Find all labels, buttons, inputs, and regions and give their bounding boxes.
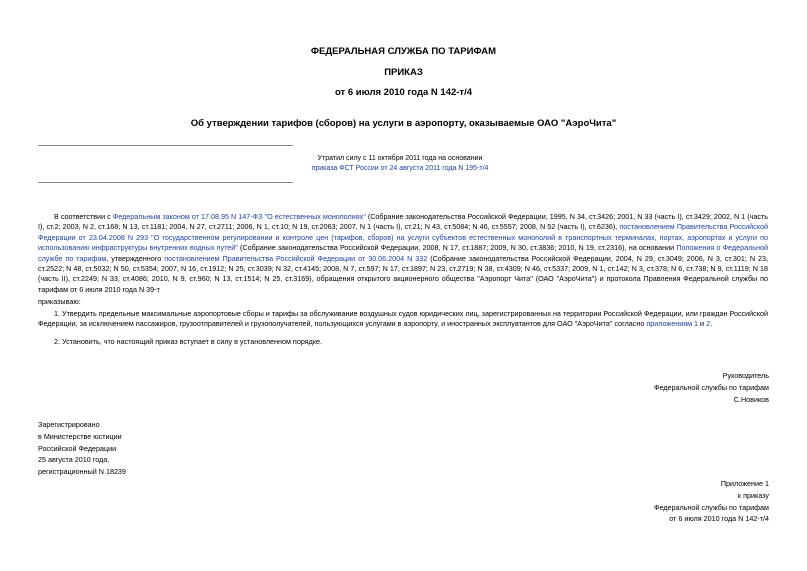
signature-position: Руководитель	[722, 371, 769, 380]
document-date-number: от 6 июля 2010 года N 142-т/4	[334, 87, 473, 98]
signature-name: С.Новиков	[733, 394, 769, 404]
preamble-text-e: (Собрание законодательства Российской Федерации, 2004, N 29, ст.3049; 2006, N 3, ст.301; N 23, ст.2522; N 48, ст.5032; N 50, ст.5354; 2007, N 16, ст.1912; N 25, ст.3039; N 32, ст.4145; 2008, N 7, ст.597; N 17, ст.1897; N 23, ст.2719; N 38, ст.4309; N 46, ст.5337; 2009, N 1, ст.142; N 3, ст.378; N 6, ст.738; N 9, ст.1119; N 18 (часть II), ст.2249; N 33, ст.4086; 2010, N 9, ст.960; N 13, ст.1514; N 25, ст.3169), обращения открытого акционерного общества "Аэропорт Чита" (ОАО "АэроЧита") и протокола Правления Федеральной службы по тарифам от 6 июля 2010 года N 39-т	[38, 253, 769, 294]
divider-bottom	[38, 182, 293, 183]
appendix-line-3: Федеральной службы по тарифам	[654, 502, 769, 512]
appendix-line-4: от 6 июля 2010 года N 142-т/4	[669, 514, 769, 524]
order-item-2: 2. Установить, что настоящий приказ вступает в силу в установленном порядке.	[54, 337, 323, 346]
link-federal-law[interactable]: Федеральным законом от 17.08.95 N 147-ФЗ "О естественных монополиях"	[112, 212, 366, 221]
status-note-text: Утратил силу с 11 октября 2011 года на основании	[317, 155, 483, 162]
item1-text-c: .	[710, 319, 713, 329]
preamble-text-b: (Собрание законодательства Российской Федерации, 1995, N 34, ст.3426; 2001, N 33 (часть I), ст.3429; 2002, N 1 (часть I), ст.2; 2003, N 2, ст.168; N 13, ст.1181; 2004, N 27, ст.2711; 2006, N 1, ст.10; N 19, ст.2063; 2007, N 1 (часть I), ст.21; N 43, ст.5084; N 46, ст.5557; 2008, N 52 (часть I), ст.6236),	[38, 212, 768, 232]
preamble-text-d: , утвержденного	[106, 253, 165, 263]
appendix-title: Приложение 1	[720, 479, 769, 488]
registration-block	[38, 419, 288, 478]
divider-top	[38, 145, 293, 146]
appendix-line-2: к приказу	[737, 490, 769, 500]
status-note	[300, 154, 500, 174]
link-appendix-1[interactable]: приложениям 1	[646, 319, 699, 329]
document-type: ПРИКАЗ	[384, 67, 423, 78]
signature-block	[519, 370, 769, 405]
status-note-link[interactable]: приказа ФСТ России от 24 августа 2011 года N 195-т/4	[311, 165, 489, 172]
agency-title: ФЕДЕРАЛЬНАЯ СЛУЖБА ПО ТАРИФАМ	[310, 46, 497, 57]
order-item-1	[38, 309, 768, 330]
preamble-text-c: (Собрание законодательства Российской Федерации, 2008, N 17, ст.1887; 2009, N 30, ст.3836; 2010, N 19, ст.2316), на основании	[237, 243, 677, 253]
item1-text-b: и	[698, 319, 707, 329]
document-title: Об утверждении тарифов (сборов) на услуги в аэропорту, оказываемые ОАО "АэроЧита"	[190, 118, 617, 129]
registration-line-3: Российской Федерации	[38, 443, 117, 453]
link-government-decree-293[interactable]: постановлением Правительства Российской Федерации от 23.04.2008 N 293 "О государственном регулировании и контроле цен (тарифов, сборов) на услуги субъектов естественных монополий в транспортных терминалах, портах, аэропортах и услуги по использованию инфраструктуры внутренних водных путей"	[38, 222, 769, 253]
registration-line-2: в Министерстве юстиции	[38, 431, 122, 441]
link-government-decree-332[interactable]: постановлением Правительства Российской Федерации от 30.06.2004 N 332	[164, 253, 428, 263]
link-appendix-2[interactable]: 2	[706, 319, 711, 329]
registration-line-1: Зарегистрировано	[38, 420, 100, 429]
appendix-header	[519, 478, 769, 525]
preamble-text-a: В соответствии с	[54, 212, 113, 221]
item1-text-a: 1. Утвердить предельные максимальные аэропортовые сборы и тарифы за обслуживание воздушных судов юридических лиц, зарегистрированных на территории Российской Федерации, или граждан Российской Федерации, за исключением пассажиров, грузоотправителей и грузополучателей, пользующихся услугами в аэропорту, и иностранных эксплуатантов для ОАО "АэроЧита" согласно	[38, 309, 768, 329]
order-word: приказываю:	[38, 297, 81, 306]
preamble-paragraph	[38, 212, 768, 295]
registration-line-5: регистрационный N 18239	[38, 467, 126, 477]
signature-organization: Федеральной службы по тарифам	[654, 382, 769, 392]
link-fst-regulation[interactable]: Положения о Федеральной службе по тарифам	[38, 243, 768, 263]
registration-line-4: 25 августа 2010 года,	[38, 455, 110, 465]
